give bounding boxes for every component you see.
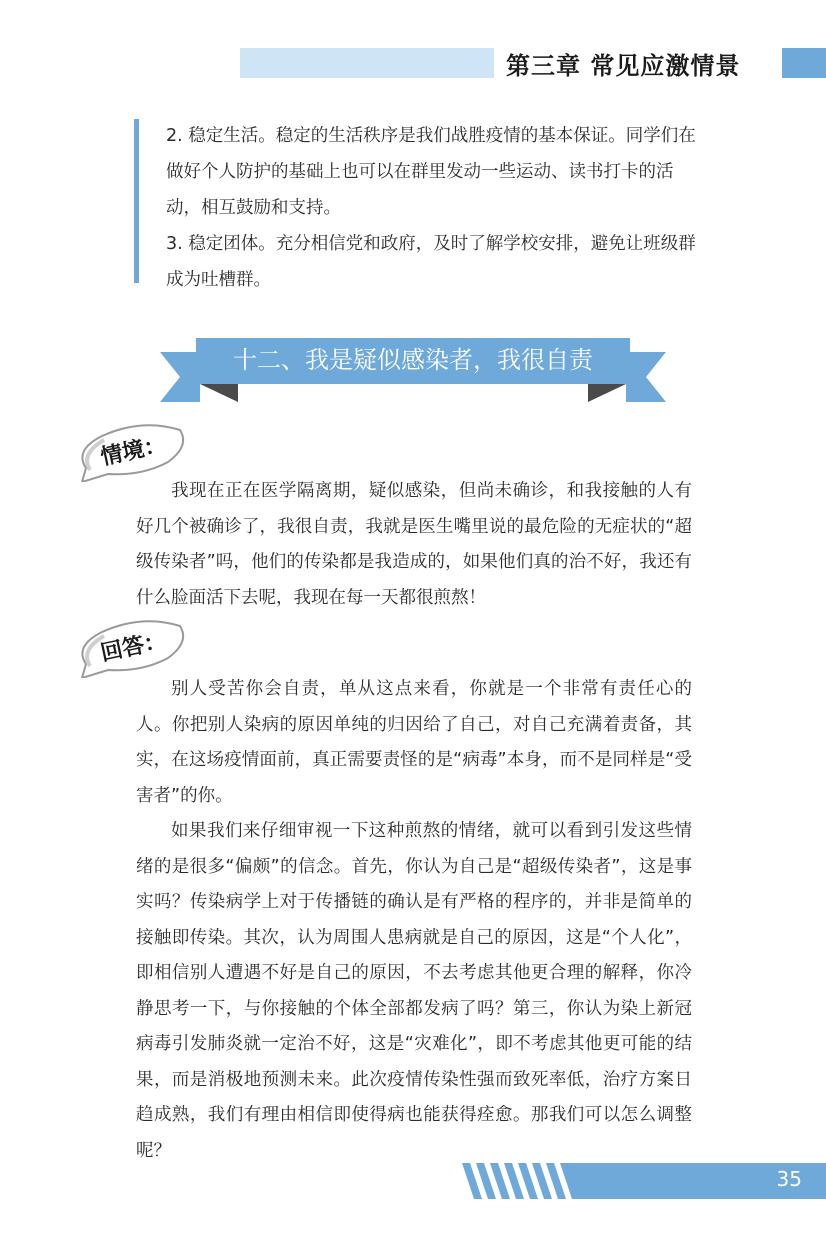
chapter-title: 第三章 常见应激情景: [506, 52, 741, 80]
header-bar: [240, 48, 494, 78]
answer-text: [136, 672, 692, 1169]
list-block: [166, 118, 696, 298]
answer-paragraph: 别人受苦你会自责，单从这点来看，你就是一个非常有责任心的人。你把别人染病的原因单纯的归因给了自己，对自己充满着责备，其实，在这场疫情面前，真正需要责怪的是“病毒”本身，而不是同样是“受害者”的你。: [136, 679, 692, 806]
list-left-rule: [134, 119, 139, 283]
scenario-bubble: [72, 420, 192, 482]
section-title: 十二、我是疑似感染者，我很自责: [233, 346, 593, 374]
page-number: 35: [776, 1167, 802, 1191]
list-item: 3. 稳定团体。充分相信党和政府，及时了解学校安排，避免让班级群成为吐槽群。: [166, 234, 696, 290]
answer-paragraph: 如果我们来仔细审视一下这种煎熬的情绪，就可以看到引发这些情绪的是很多“偏颇”的信念。首先，你认为自己是“超级传染者”，这是事实吗？传染病学上对于传播链的确认是有严格的程序的，并非是简单的接触即传染。其次，认为周围人患病就是自己的原因，这是“个人化”，即相信别人遭遇不好是自己的原因，不去考虑其他更合理的解释，你冷静思考一下，与你接触的个体全部都发病了吗？第三，你认为染上新冠病毒引发肺炎就一定治不好，这是“灾难化”，即不考虑其他更可能的结果，而是消极地预测未来。此次疫情传染性强而致死率低，治疗方案日趋成熟，我们有理由相信即使得病也能获得痊愈。那我们可以怎么调整呢？: [136, 821, 692, 1161]
header-accent-block: [782, 48, 826, 78]
answer-label: 回答：: [98, 628, 169, 667]
footer-band: [462, 1163, 826, 1199]
scenario-label: 情境：: [98, 432, 169, 471]
section-ribbon: [160, 328, 666, 404]
scenario-text: [136, 474, 692, 616]
scenario-paragraph: 我现在正在医学隔离期，疑似感染，但尚未确诊，和我接触的人有好几个被确诊了，我很自责，我就是医生嘴里说的最危险的无症状的“超级传染者”吗，他们的传染都是我造成的，如果他们真的治不好，我还有什么脸面活下去呢，我现在每一天都很煎熬！: [136, 481, 692, 608]
list-item: 2. 稳定生活。稳定的生活秩序是我们战胜疫情的基本保证。同学们在做好个人防护的基础上也可以在群里发动一些运动、读书打卡的活动，相互鼓励和支持。: [166, 126, 696, 218]
answer-bubble: [72, 616, 192, 678]
footer-stripes: [462, 1163, 826, 1199]
